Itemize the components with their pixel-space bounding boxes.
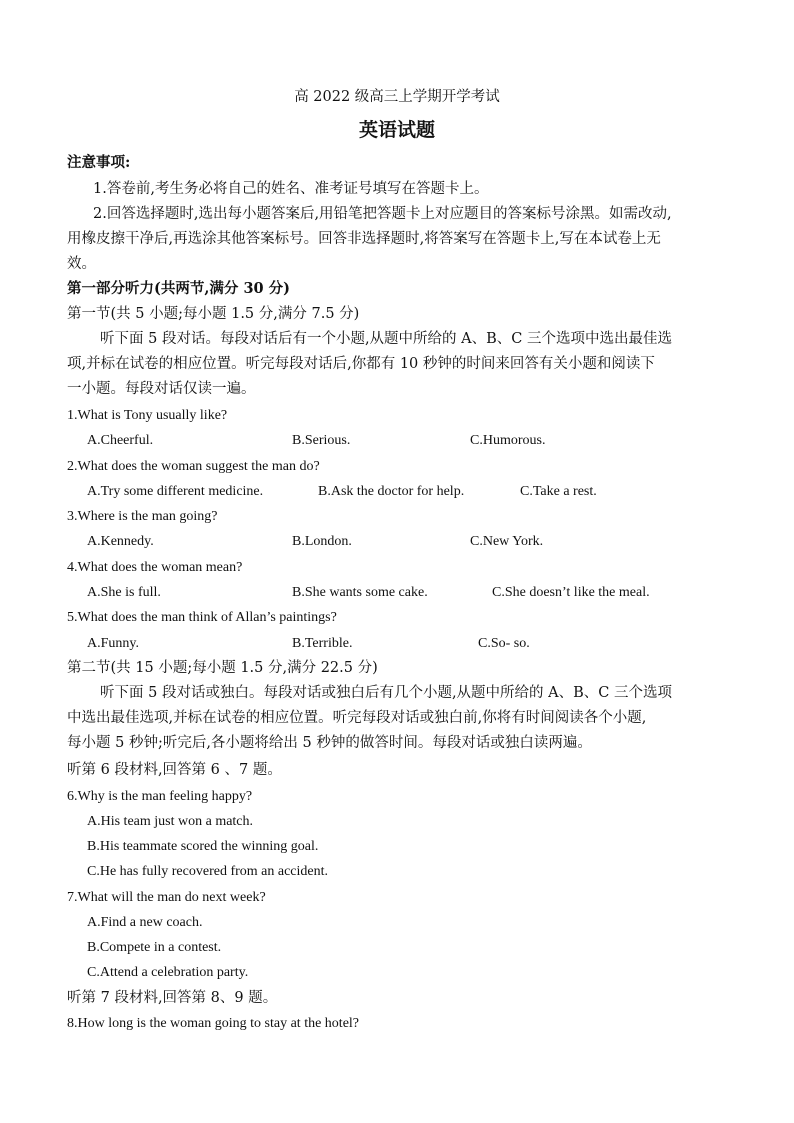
notes-item-2-line-2: 用橡皮擦干净后,再选涂其他答案标号。回答非选择题时,将答案写在答题卡上,写在本试卷上无 xyxy=(67,231,661,247)
question-1-option-a: A.Cheerful. xyxy=(87,433,154,448)
question-2-option-c: C.Take a rest. xyxy=(520,484,597,499)
question-8-stem: 8.How long is the woman going to stay at the hotel? xyxy=(67,1016,360,1031)
question-3-stem: 3.Where is the man going? xyxy=(67,509,218,524)
section-2-instructions-line-2: 中选出最佳选项,并标在试卷的相应位置。听完每段对话或独白前,你将有时间阅读各个小题, xyxy=(67,710,647,726)
question-4-stem: 4.What does the woman mean? xyxy=(67,560,243,575)
notes-item-2-line-3: 效。 xyxy=(67,256,96,272)
question-3-option-a: A.Kennedy. xyxy=(87,534,154,549)
section-2-instructions-line-3: 每小题 5 秒钟;听完后,各小题将给出 5 秒钟的做答时间。每段对话或独白读两遍。 xyxy=(67,735,592,751)
material-6-label: 听第 6 段材料,回答第 6 、7 题。 xyxy=(67,762,282,778)
part-1-heading: 第一部分听力(共两节,满分 30 分) xyxy=(67,280,291,297)
material-7-label: 听第 7 段材料,回答第 8、9 题。 xyxy=(67,990,278,1006)
question-4-option-a: A.She is full. xyxy=(87,585,161,600)
section-2-heading: 第二节(共 15 小题;每小题 1.5 分,满分 22.5 分) xyxy=(67,660,378,676)
question-5-option-b: B.Terrible. xyxy=(292,636,353,651)
question-5-option-c: C.So- so. xyxy=(478,636,530,651)
section-1-instructions-line-1: 听下面 5 段对话。每段对话后有一个小题,从题中所给的 A、B、C 三个选项中选出最佳选 xyxy=(100,331,672,347)
question-7-option-c: C.Attend a celebration party. xyxy=(87,965,249,980)
question-7-option-a: A.Find a new coach. xyxy=(87,915,203,930)
question-5-option-a: A.Funny. xyxy=(87,636,139,651)
section-1-instructions-line-3: 一小题。每段对话仅读一遍。 xyxy=(67,381,256,397)
exam-title: 英语试题 xyxy=(358,119,435,141)
question-3-option-c: C.New York. xyxy=(470,534,544,549)
question-6-option-b: B.His teammate scored the winning goal. xyxy=(87,839,319,854)
notes-item-2-line-1: 2.回答选择题时,选出每小题答案后,用铅笔把答题卡上对应题目的答案标号涂黑。如需改动, xyxy=(93,206,672,222)
question-2-stem: 2.What does the woman suggest the man do? xyxy=(67,459,320,474)
question-3-option-b: B.London. xyxy=(292,534,352,549)
question-6-option-a: A.His team just won a match. xyxy=(87,814,254,829)
question-1-stem: 1.What is Tony usually like? xyxy=(67,408,228,423)
question-7-option-b: B.Compete in a contest. xyxy=(87,940,222,955)
question-6-option-c: C.He has fully recovered from an accident. xyxy=(87,864,329,879)
question-2-option-b: B.Ask the doctor for help. xyxy=(318,484,465,499)
question-7-stem: 7.What will the man do next week? xyxy=(67,890,266,905)
section-1-instructions-line-2: 项,并标在试卷的相应位置。听完每段对话后,你都有 10 秒钟的时间来回答有关小题和阅读下 xyxy=(67,356,655,372)
section-1-heading: 第一节(共 5 小题;每小题 1.5 分,满分 7.5 分) xyxy=(67,306,360,322)
question-4-option-b: B.She wants some cake. xyxy=(292,585,428,600)
question-5-stem: 5.What does the man think of Allan’s paintings? xyxy=(67,610,337,625)
question-6-stem: 6.Why is the man feeling happy? xyxy=(67,789,253,804)
question-1-option-c: C.Humorous. xyxy=(470,433,546,448)
question-1-option-b: B.Serious. xyxy=(292,433,351,448)
question-2-option-a: A.Try some different medicine. xyxy=(87,484,264,499)
notes-item-1: 1.答卷前,考生务必将自己的姓名、准考证号填写在答题卡上。 xyxy=(93,181,489,197)
notes-heading: 注意事项: xyxy=(67,154,131,171)
question-4-option-c: C.She doesn’t like the meal. xyxy=(492,585,650,600)
exam-subtitle: 高 2022 级高三上学期开学考试 xyxy=(294,89,500,105)
section-2-instructions-line-1: 听下面 5 段对话或独白。每段对话或独白后有几个小题,从题中所给的 A、B、C 三个选项 xyxy=(100,685,672,701)
